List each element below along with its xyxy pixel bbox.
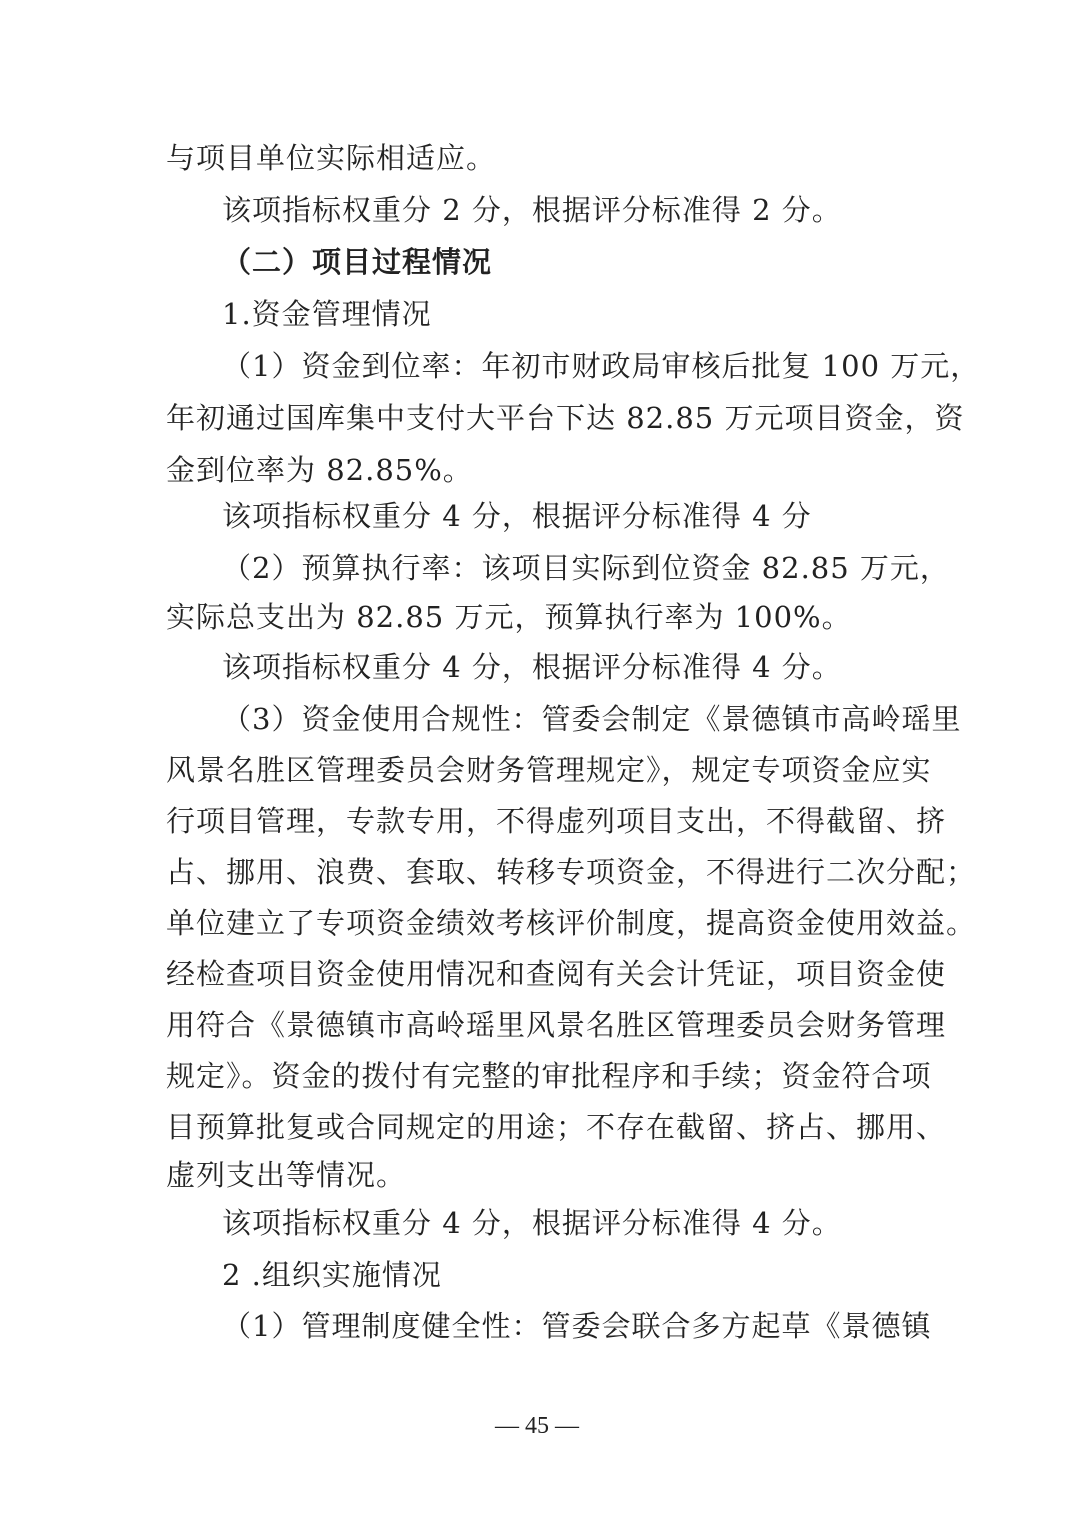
body-line: （2）预算执行率：该项目实际到位资金 82.85 万元， <box>222 551 950 585</box>
body-line: 该项指标权重分 4 分，根据评分标准得 4 分。 <box>222 1206 842 1240</box>
body-line: 年初通过国库集中支付大平台下达 82.85 万元项目资金，资 <box>166 401 965 435</box>
body-line: 经检查项目资金使用情况和查阅有关会计凭证，项目资金使 <box>166 957 947 991</box>
page-number: — 45 — <box>495 1413 579 1439</box>
subsection-heading: 2 .组织实施情况 <box>222 1258 442 1292</box>
body-line: 实际总支出为 82.85 万元，预算执行率为 100%。 <box>166 600 852 634</box>
body-line: 规定》。资金的拨付有完整的审批程序和手续；资金符合项 <box>166 1059 932 1093</box>
body-line: 虚列支出等情况。 <box>166 1158 407 1192</box>
body-line: 目预算批复或合同规定的用途；不存在截留、挤占、挪用、 <box>166 1110 947 1144</box>
body-line: 该项指标权重分 2 分，根据评分标准得 2 分。 <box>222 193 842 227</box>
body-line: 用符合《景德镇市高岭瑶里风景名胜区管理委员会财务管理 <box>166 1008 947 1042</box>
body-line: 占、挪用、浪费、套取、转移专项资金，不得进行二次分配； <box>166 855 977 889</box>
body-line: 单位建立了专项资金绩效考核评价制度，提高资金使用效益。 <box>166 906 977 940</box>
section-heading: （二）项目过程情况 <box>222 245 493 279</box>
body-line: （1）管理制度健全性：管委会联合多方起草《景德镇 <box>222 1309 932 1343</box>
subsection-heading: 1.资金管理情况 <box>222 297 432 331</box>
body-line: 与项目单位实际相适应。 <box>166 141 497 175</box>
body-line: 风景名胜区管理委员会财务管理规定》，规定专项资金应实 <box>166 753 932 787</box>
body-line: 金到位率为 82.85%。 <box>166 453 473 487</box>
body-line: 该项指标权重分 4 分，根据评分标准得 4 分 <box>222 499 812 533</box>
body-line: 该项指标权重分 4 分，根据评分标准得 4 分。 <box>222 650 842 684</box>
body-line: 行项目管理，专款专用，不得虚列项目支出，不得截留、挤 <box>166 804 947 838</box>
body-line: （3）资金使用合规性：管委会制定《景德镇市高岭瑶里 <box>222 702 962 736</box>
body-line: （1）资金到位率：年初市财政局审核后批复 100 万元， <box>222 349 981 383</box>
